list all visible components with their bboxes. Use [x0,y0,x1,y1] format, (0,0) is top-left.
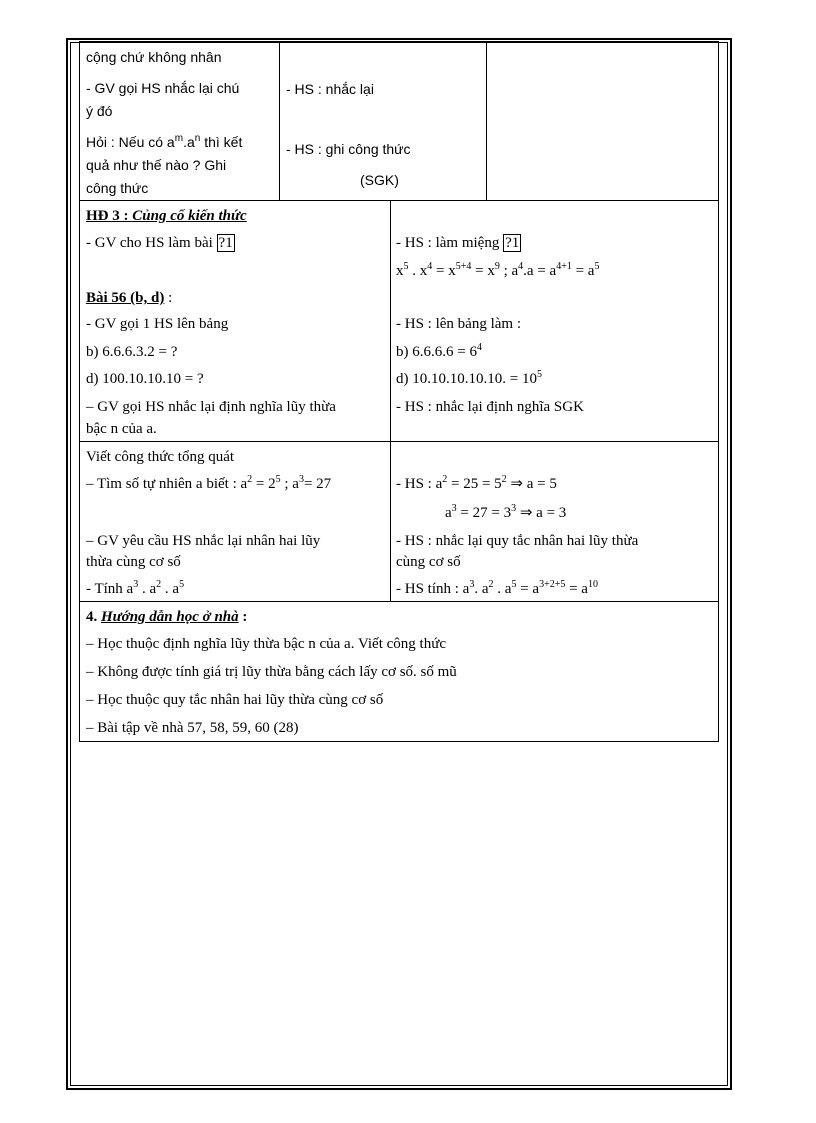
column-divider [390,442,391,601]
left-text: – GV yêu cầu HS nhắc lại nhân hai lũy [86,533,321,549]
top-table [79,41,719,201]
homework-item: – Học thuộc quy tắc nhân hai lũy thừa cùng cơ số [86,692,384,708]
middle-text: (SGK) [360,172,399,188]
homework-item: – Bài tập về nhà 57, 58, 59, 60 (28) [86,720,299,736]
homework-section [79,601,719,742]
left-text: - Tính $a^3$ . $a^2$ . $a^5$ [86,579,185,597]
left-text: - GV gọi HS nhắc lại chú [86,80,240,96]
left-text: d) 100.10.10.10 = ? [86,371,204,387]
left-text: Viết công thức tổng quát [86,449,235,465]
hd3-table [79,200,719,442]
homework-item: – Học thuộc định nghĩa lũy thừa bậc n của a. Viết công thức [86,636,446,652]
left-text: b) 6.6.6.3.2 = ? [86,344,178,360]
right-text: - HS : nhắc lại quy tắc nhân hai lũy thừa [396,533,639,549]
left-text: Hỏi : Nếu có $a^m.a^n$ thì kết [86,133,243,150]
left-text: thừa cùng cơ số [86,554,181,570]
left-text: – Tìm số tự nhiên a biết : $a^2 = 2^5$ ; $a^3= 27$ [86,474,332,492]
middle-text: - HS : ghi công thức [286,141,411,157]
homework-title: 4. Hướng dẫn học ở nhà : [86,609,248,625]
left-text: – GV gọi HS nhắc lại định nghĩa lũy thừa [86,399,336,415]
right-text: - HS tính : $a^3$. $a^2$ . $a^5 = a^{3+2+5} = a^{10}$ [396,579,598,597]
right-text: $a^3 = 27 = 3^3$ ⇒ a = 3 [445,503,567,521]
left-text: bậc n của a. [86,421,157,437]
left-text: - GV gọi 1 HS lên bảng [86,316,229,332]
left-text: - GV cho HS làm bài ?1 [86,235,233,251]
right-text: b) $6.6.6.6 = 6^4$ [396,342,482,360]
right-formula: $x^5$ . $x^4 = x^{5+4} = x^9$ ; $a^4.a = a^{4+1} = a^5$ [396,261,600,279]
right-text: d) 10.10.10.10.10. = $10^5$ [396,369,542,387]
right-text: - HS : $a^2 = 25 = 5^2$ ⇒ a = 5 [396,474,557,492]
hd3-title: HĐ 3 : Củng cố kiến thức [86,208,247,224]
left-text: ý đó [86,103,113,119]
homework-item: – Không được tính giá trị lũy thừa bằng cách lấy cơ số. số mũ [86,664,457,680]
bai-56-heading: Bài 56 (b, d) : [86,290,173,306]
column-divider [279,42,280,200]
column-divider [486,42,487,200]
left-text: cộng chứ không nhân [86,49,222,65]
left-text: công thức [86,180,149,196]
column-divider [390,201,391,441]
right-text: - HS : lên bảng làm : [396,316,521,332]
right-text: - HS : làm miệng ?1 [396,235,520,251]
right-text: - HS : nhắc lại định nghĩa SGK [396,399,584,415]
right-text: cùng cơ số [396,554,461,570]
general-formula-table [79,441,719,602]
middle-text: - HS : nhắc lại [286,81,374,97]
left-text: quả như thế nào ? Ghi [86,157,227,173]
